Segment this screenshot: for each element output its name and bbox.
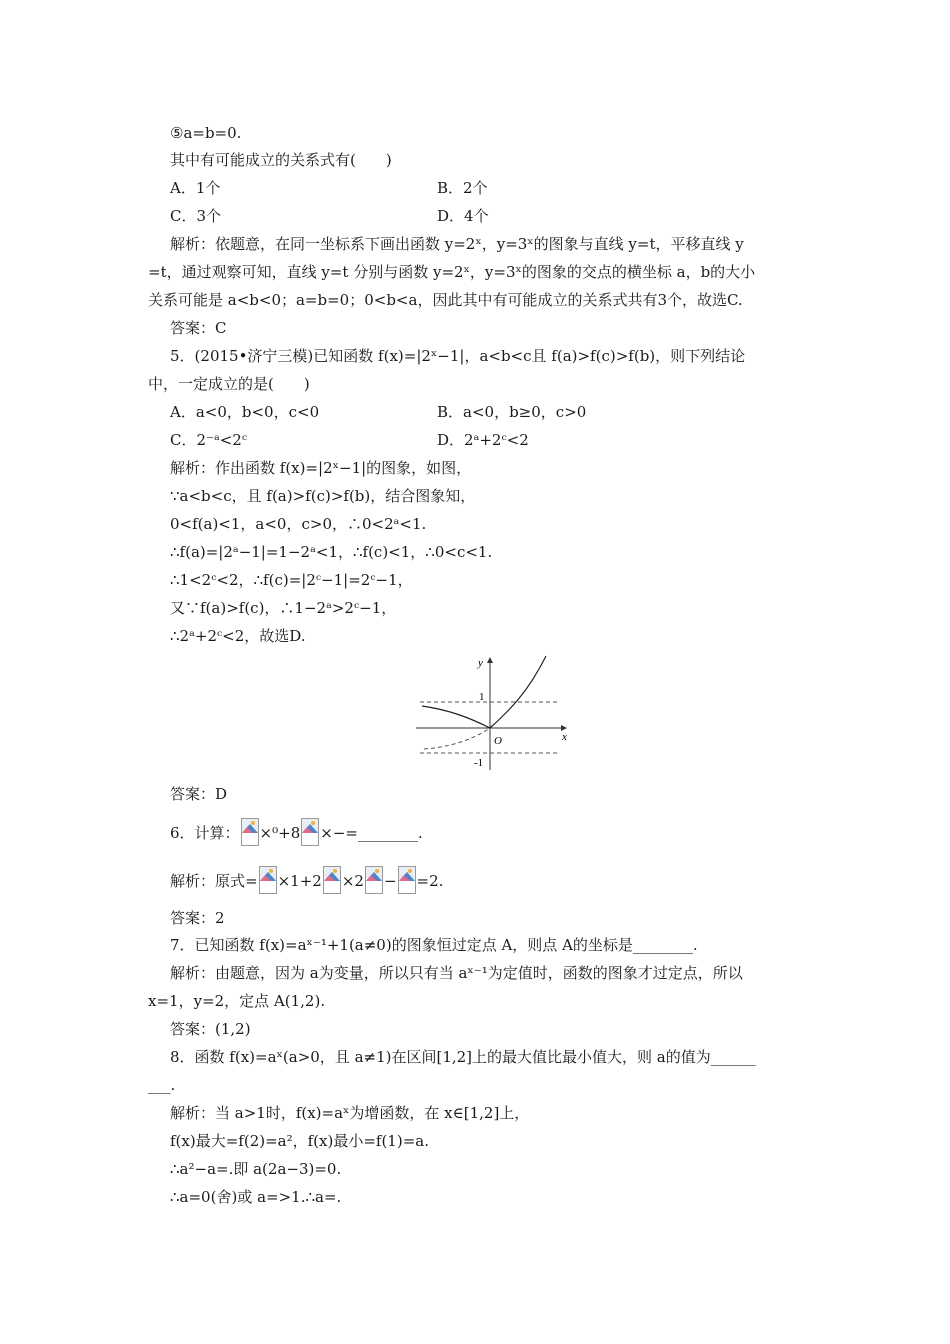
- q6-sol-end: =2.: [416, 872, 444, 890]
- question-5: 5．(2015•济宁三模)已知函数 f(x)=|2ˣ−1|，a<b<c且 f(a)>f(c)>f(b)，则下列结论: [170, 347, 746, 365]
- text-line: ∴1<2ᶜ<2，∴f(c)=|2ᶜ−1|=2ᶜ−1，: [170, 571, 413, 589]
- text-line: 解析：当 a>1时，f(x)=aˣ为增函数，在 x∈[1,2]上，: [170, 1104, 530, 1122]
- x-axis-label: x: [562, 731, 567, 743]
- answer-line: 答案：D: [170, 785, 228, 803]
- curve-positive-branch: [490, 656, 546, 728]
- broken-image-icon: [241, 818, 259, 846]
- text-line: 其中有可能成立的关系式有( ): [170, 151, 392, 169]
- text-line: ___.: [148, 1076, 176, 1094]
- curve-negative-branch: [422, 706, 490, 728]
- q6-mid1: ×⁰+8: [259, 824, 301, 842]
- text-line: ∴f(a)=|2ᵃ−1|=1−2ᵃ<1，∴f(c)<1，∴0<c<1.: [170, 543, 493, 561]
- option-d: D．4个: [437, 207, 489, 225]
- origin-label: O: [494, 735, 502, 747]
- broken-image-icon: [301, 818, 319, 846]
- text-line: ∵a<b<c，且 f(a)>f(c)>f(b)，结合图象知，: [170, 487, 476, 505]
- text-line: 又∵f(a)>f(c)，∴1−2ᵃ>2ᶜ−1，: [170, 599, 397, 617]
- answer-line: 答案：2: [170, 909, 225, 927]
- option-b: B．2个: [437, 179, 488, 197]
- broken-image-icon: [365, 866, 383, 894]
- text-line: ∴a=0(舍)或 a=>1.∴a=.: [170, 1188, 342, 1206]
- question-7: 7．已知函数 f(x)=aˣ⁻¹+1(a≠0)的图象恒过定点 A，则点 A的坐标是________.: [170, 936, 698, 954]
- broken-image-icon: [259, 866, 277, 894]
- tick-label-1: 1: [479, 691, 485, 703]
- text-line: 0<f(a)<1，a<0，c>0，∴0<2ᵃ<1.: [170, 515, 427, 533]
- tick-label-neg1: -1: [474, 757, 484, 769]
- option-a: A．1个: [170, 179, 221, 197]
- broken-image-icon: [323, 866, 341, 894]
- text-line: 解析：依题意，在同一坐标系下画出函数 y=2ˣ，y=3ˣ的图象与直线 y=t，平移直线 y: [170, 235, 744, 253]
- option-d: D．2ᵃ+2ᶜ<2: [437, 431, 529, 449]
- y-axis-label: y: [478, 657, 483, 669]
- text-line: 关系可能是 a<b<0；a=b=0；0<b<a，因此其中有可能成立的关系式共有3个，故选C.: [148, 291, 743, 309]
- broken-image-icon: [398, 866, 416, 894]
- question-6: [170, 818, 423, 846]
- answer-line: 答案：(1,2): [170, 1020, 251, 1038]
- text-line: ∴a²−a=.即 a(2a−3)=0.: [170, 1160, 342, 1178]
- text-line: f(x)最大=f(2)=a²，f(x)最小=f(1)=a.: [170, 1132, 429, 1150]
- text-line: x=1，y=2，定点 A(1,2).: [148, 992, 326, 1010]
- option-a: A．a<0，b<0，c<0: [170, 403, 320, 421]
- q6-mid2: ×−=________.: [320, 824, 423, 842]
- text-line: =t，通过观察可知，直线 y=t 分别与函数 y=2ˣ，y=3ˣ的图象的交点的横坐标 a，b的大小: [148, 263, 756, 281]
- text-line: 中，一定成立的是( ): [148, 375, 310, 393]
- q6-prefix: 6．计算：: [170, 824, 240, 842]
- q6-sol-mid3: −: [383, 872, 397, 890]
- text-line: 解析：由题意，因为 a为变量，所以只有当 aˣ⁻¹为定值时，函数的图象才过定点，所以: [170, 964, 743, 982]
- q6-sol-prefix: 解析：原式=: [170, 872, 258, 890]
- dashed-curve: [424, 728, 490, 749]
- text-line: ∴2ᵃ+2ᶜ<2，故选D.: [170, 627, 306, 645]
- solution-line: [170, 866, 443, 894]
- text-line: ⑤a=b=0.: [170, 124, 242, 142]
- option-b: B．a<0，b≥0，c>0: [437, 403, 587, 421]
- answer-line: 答案：C: [170, 319, 227, 337]
- option-c: C．2⁻ᵃ<2ᶜ: [170, 431, 248, 449]
- text-line: 解析：作出函数 f(x)=|2ˣ−1|的图象，如图，: [170, 459, 472, 477]
- option-c: C．3个: [170, 207, 222, 225]
- q6-sol-mid1: ×1+2: [277, 872, 322, 890]
- question-8: 8．函数 f(x)=aˣ(a>0，且 a≠1)在区间[1,2]上的最大值比最小值大，则 a的值为______: [170, 1048, 756, 1066]
- q6-sol-mid2: ×2: [341, 872, 364, 890]
- function-graph: [410, 652, 580, 776]
